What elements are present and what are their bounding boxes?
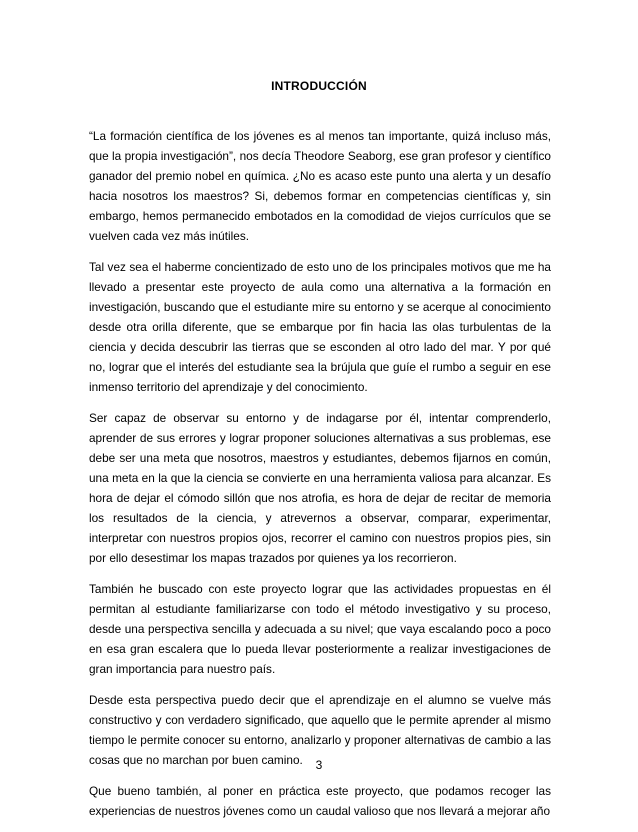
paragraph-2: Tal vez sea el haberme concientizado de esto uno de los principales motivos que me ha llevado a presentar este proyecto de aula como una alternativa a la formación en investigación, buscando que el estudiante mire su entorno y se acerque al conocimiento desde otra orilla diferente, que se embarque por fin hacia las olas turbulentas de la ciencia y decida descubrir las tierras que se esconden al otro lado del mar. Y por qué no, lograr que el interés del estudiante sea la brújula que guíe el rumbo a seguir en ese inmenso territorio del aprendizaje y del conocimiento. bbox=[89, 260, 551, 394]
page-title: INTRODUCCIÓN bbox=[271, 79, 367, 93]
paragraph-1: “La formación científica de los jóvenes es al menos tan importante, quizá incluso más, que la propia investigación”, nos decía Theodore Seaborg, ese gran profesor y científico ganador del premio nobel en química. ¿No es acaso este punto una alerta y un desafío hacia nosotros los maestros? Si, debemos formar en competencias científicas y, sin embargo, hemos permanecido embotados en la comodidad de viejos currículos que se vuelven cada vez más inútiles. bbox=[89, 129, 551, 243]
paragraph-5: Desde esta perspectiva puedo decir que el aprendizaje en el alumno se vuelve más constructivo y con verdadero significado, que aquello que le permite aprender al mismo tiempo le permite conocer su entorno, analizarlo y proponer alternativas de cambio a las cosas que no marchan por buen camino. bbox=[89, 693, 551, 767]
paragraph-3: Ser capaz de observar su entorno y de indagarse por él, intentar comprenderlo, aprender de sus errores y lograr proponer soluciones alternativas a sus problemas, ese debe ser una meta que nosotros, maestros y estudiantes, debemos fijarnos en común, una meta en la que la ciencia se convierte en una herramienta valiosa para alcanzar. Es hora de dejar el cómodo sillón que nos atrofia, es hora de dejar de recitar de memoria los resultados de la ciencia, y atrevernos a observar, comparar, experimentar, interpretar con nuestros propios ojos, recorrer el camino con nuestros propios pies, sin por ello desestimar los mapas trazados por quienes ya los recorrieron. bbox=[89, 411, 551, 565]
body-text bbox=[89, 126, 551, 832]
paragraph-6: Que bueno también, al poner en práctica este proyecto, que podamos recoger las experiencias de nuestros jóvenes como un caudal valioso que nos llevará a mejorar año bbox=[89, 784, 551, 818]
paragraph-4: También he buscado con este proyecto lograr que las actividades propuestas en él permitan al estudiante familiarizarse con todo el método investigativo y su proceso, desde una perspectiva sencilla y adecuada a su nivel; que vaya escalando poco a poco en esa gran escalera que lo pueda llevar posteriormente a realizar investigaciones de gran importancia para nuestro país. bbox=[89, 582, 551, 676]
page-number: 3 bbox=[315, 758, 323, 772]
